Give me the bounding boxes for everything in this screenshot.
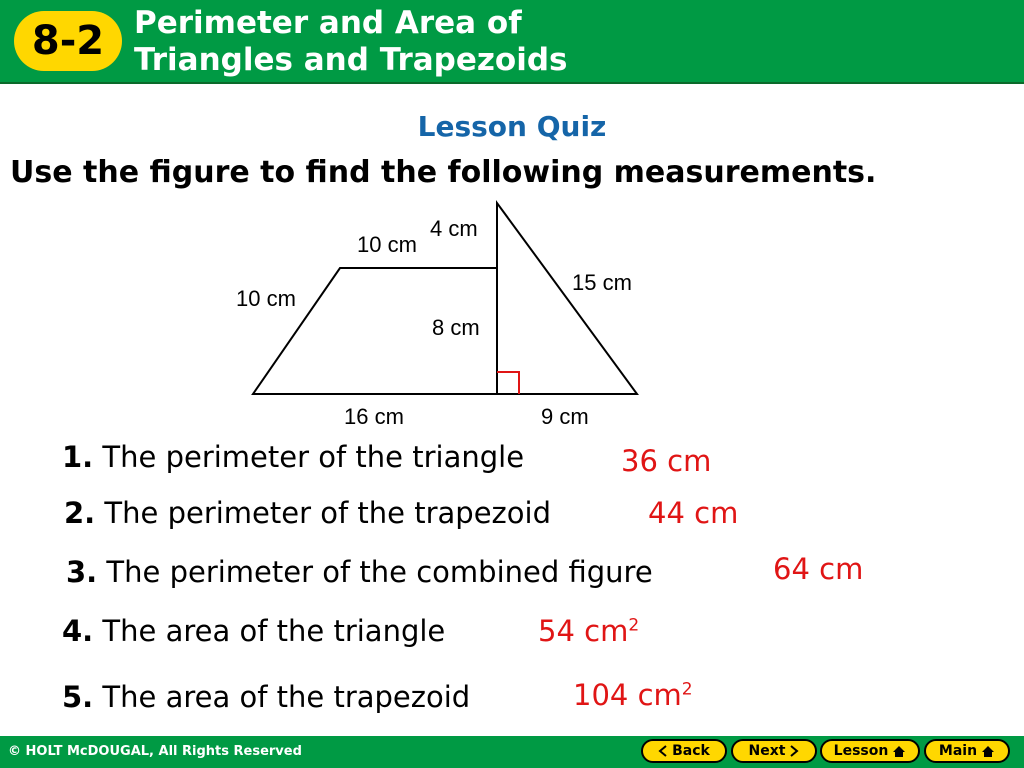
chevron-right-icon xyxy=(789,745,799,757)
question-text: The perimeter of the triangle xyxy=(102,440,525,474)
question-text: The area of the trapezoid xyxy=(102,680,471,714)
home-icon xyxy=(981,745,995,758)
question-2 xyxy=(64,496,551,530)
lesson-title-line-1: Perimeter and Area of xyxy=(134,5,522,41)
question-text: The perimeter of the combined figure xyxy=(106,555,653,589)
question-text: The area of the triangle xyxy=(102,614,446,648)
chevron-left-icon xyxy=(658,745,668,757)
lesson-title-line-2: Triangles and Trapezoids xyxy=(134,42,568,78)
question-4 xyxy=(62,614,445,648)
label-left-side: 10 cm xyxy=(236,286,296,311)
triangle-outline xyxy=(497,203,637,394)
answer-2: 44 cm xyxy=(648,496,739,530)
label-bottom-right: 9 cm xyxy=(541,404,589,429)
answer-5: 104 $cm^2$ xyxy=(573,678,693,712)
label-top-base: 10 cm xyxy=(357,232,417,257)
next-button[interactable]: Next xyxy=(731,739,817,763)
label-top-small: 4 cm xyxy=(430,216,478,241)
question-number: 3. xyxy=(66,555,98,589)
label-bottom-left: 16 cm xyxy=(344,404,404,429)
question-number: 4. xyxy=(62,614,94,648)
instruction-text: Use the figure to find the following measurements. xyxy=(10,155,877,190)
answer-3: 64 cm xyxy=(773,552,864,586)
answer-1: 36 cm xyxy=(621,444,712,478)
answer-4: 54 $cm^2$ xyxy=(538,614,640,648)
question-1 xyxy=(62,440,524,474)
label-hypotenuse: 15 cm xyxy=(572,270,632,295)
copyright-text: © HOLT McDOUGAL, All Rights Reserved xyxy=(8,744,302,759)
question-number: 5. xyxy=(62,680,94,714)
main-button[interactable]: Main xyxy=(924,739,1010,763)
right-angle-marker xyxy=(497,372,519,394)
question-number: 2. xyxy=(64,496,96,530)
home-icon xyxy=(892,745,906,758)
question-number: 1. xyxy=(62,440,94,474)
question-3 xyxy=(66,555,653,589)
question-text: The perimeter of the trapezoid xyxy=(104,496,551,530)
label-height: 8 cm xyxy=(432,315,480,340)
question-5 xyxy=(62,680,470,714)
lesson-number-badge: 8-2 xyxy=(14,11,122,71)
lesson-button[interactable]: Lesson xyxy=(820,739,920,763)
back-button[interactable]: Back xyxy=(641,739,727,763)
quiz-title: Lesson Quiz xyxy=(417,110,607,143)
